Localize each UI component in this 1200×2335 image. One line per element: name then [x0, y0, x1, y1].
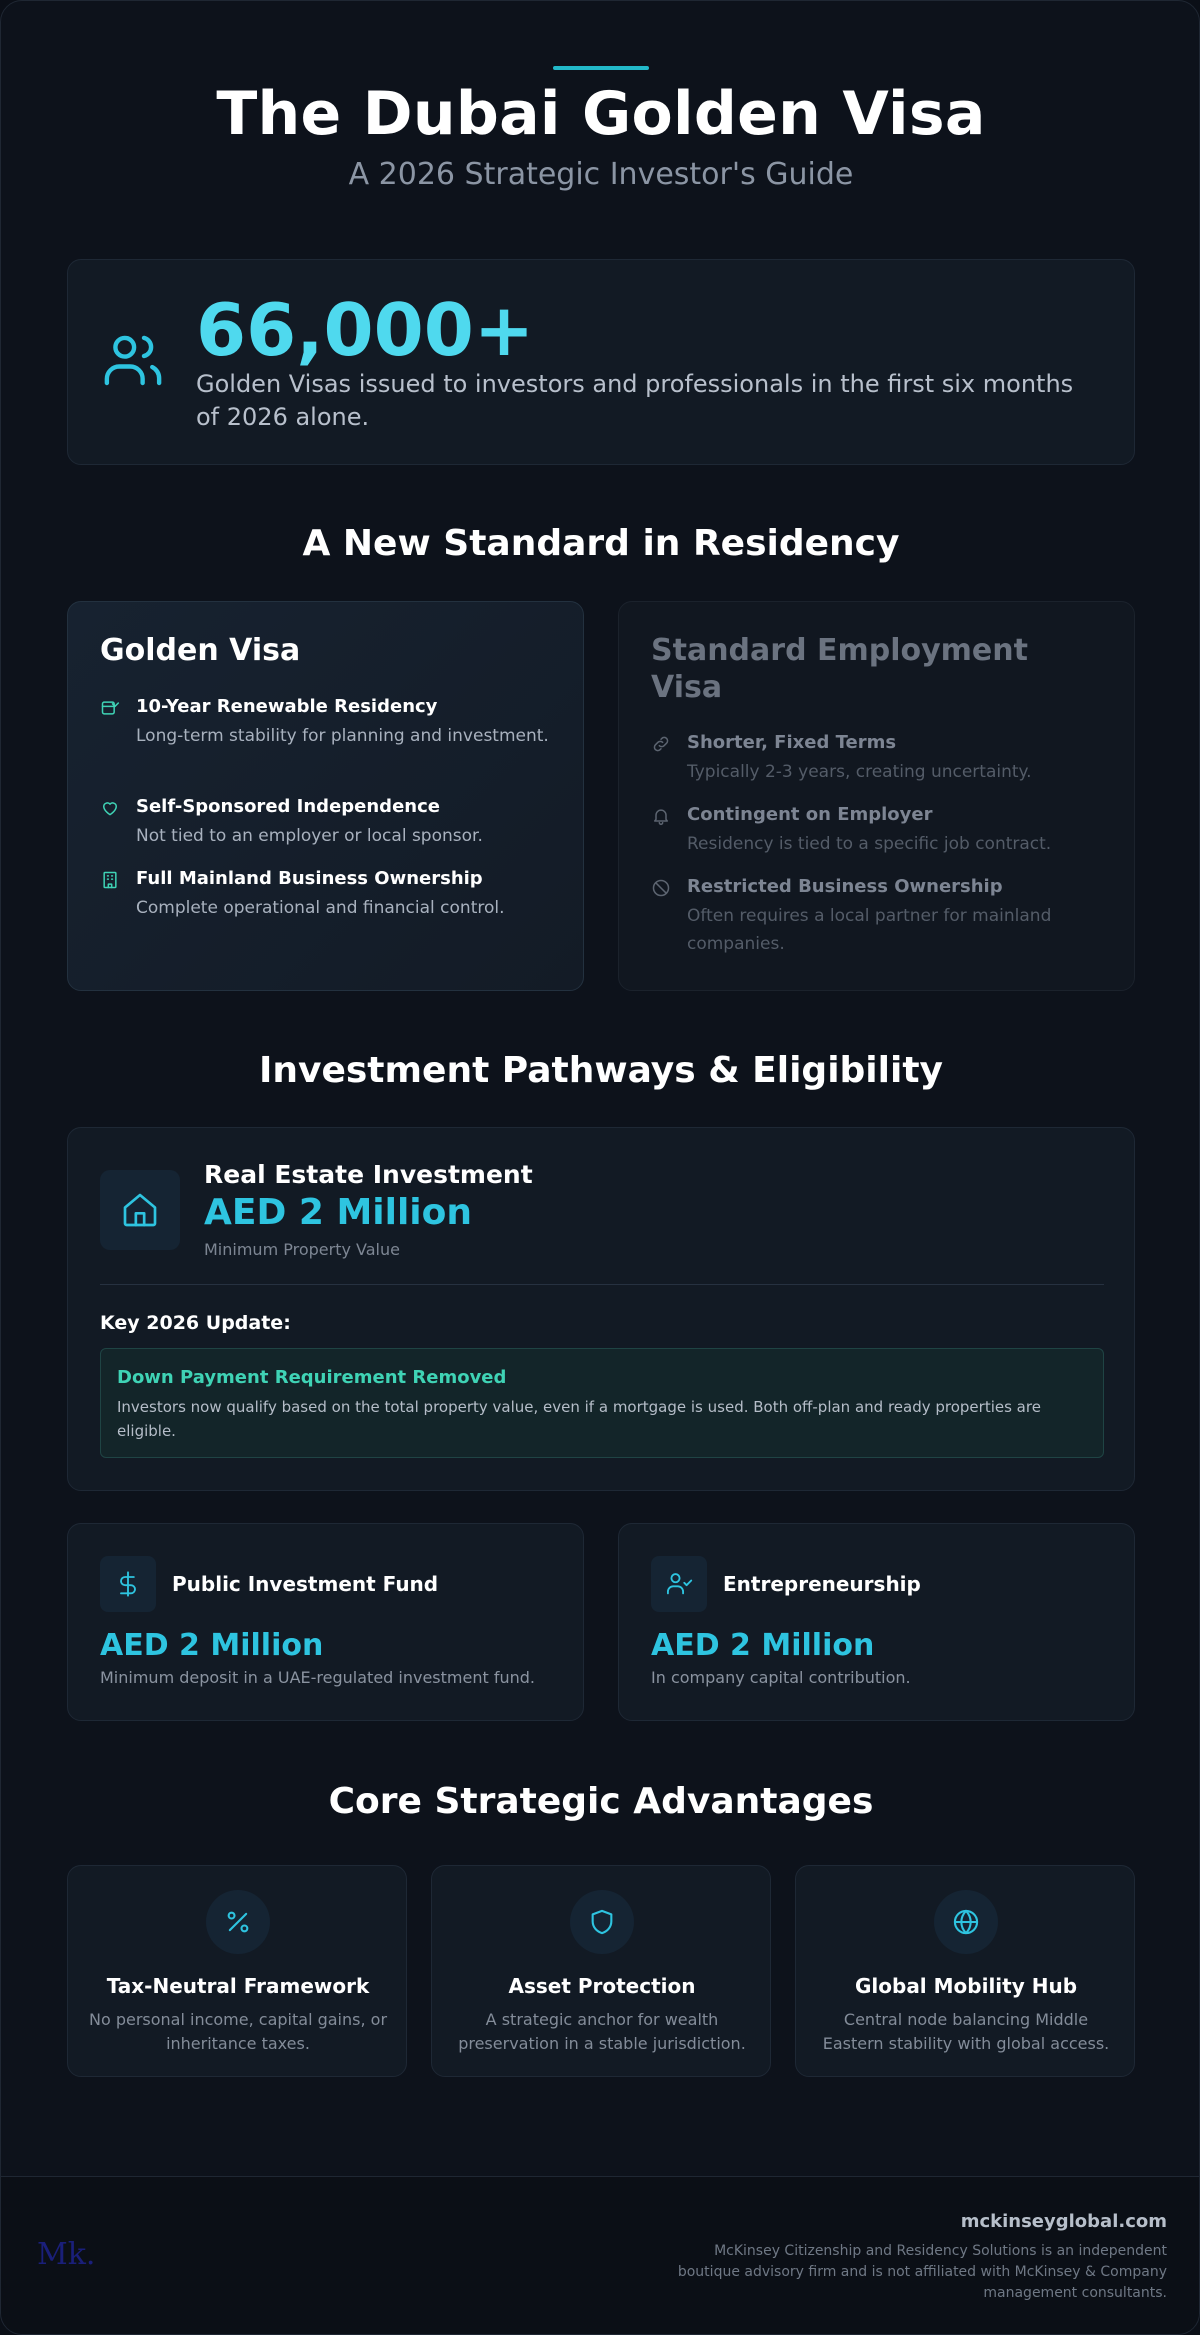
fund-label: Public Investment Fund — [172, 1572, 439, 1596]
feature-description: Residency is tied to a specific job contract. — [687, 834, 1052, 854]
feature-title: Restricted Business Ownership — [687, 876, 1003, 897]
advantage-title: Global Mobility Hub — [854, 1974, 1078, 1998]
real-estate-card — [67, 1127, 1135, 1491]
fund-icon-box — [100, 1556, 156, 1612]
fund-subtext: Minimum deposit in a UAE-regulated investment fund. — [100, 1668, 535, 1687]
entrepreneurship-label: Entrepreneurship — [723, 1572, 921, 1596]
advantage-title: Tax-Neutral Framework — [106, 1974, 370, 1998]
advantage-icon-circle — [570, 1890, 634, 1954]
fund-value: AED 2 Million — [100, 1628, 324, 1663]
globe-icon — [952, 1908, 980, 1936]
ban-icon — [651, 878, 671, 898]
entrepreneurship-icon-box — [651, 1556, 707, 1612]
advantage-card-mobility — [795, 1865, 1135, 2077]
stat-card — [67, 259, 1135, 465]
pathways-section-title: Investment Pathways & Eligibility — [258, 1050, 944, 1091]
feature-title: 10-Year Renewable Residency — [136, 696, 438, 717]
entrepreneurship-value: AED 2 Million — [651, 1628, 875, 1663]
update-description: Investors now qualify based on the total property value, even if a mortgage is used. Both off-plan and ready properties are eligible. — [117, 1398, 1041, 1440]
real-estate-icon-box — [100, 1170, 180, 1250]
standard-visa-title: Standard Employment Visa — [651, 633, 1028, 705]
percent-icon — [224, 1908, 252, 1936]
advantage-card-tax — [67, 1865, 407, 2077]
golden-visa-card — [67, 601, 584, 991]
feature-description: Long-term stability for planning and investment. — [136, 726, 549, 746]
advantage-description: No personal income, capital gains, or inheritance taxes. — [88, 2010, 388, 2053]
advantage-card-asset — [431, 1865, 771, 2077]
feature-title: Contingent on Employer — [687, 804, 933, 825]
heart-icon — [100, 798, 120, 818]
advantage-icon-circle — [934, 1890, 998, 1954]
bell-icon — [651, 806, 671, 826]
advantage-description: Central node balancing Middle Eastern stability with global access. — [822, 2010, 1110, 2053]
page-title: The Dubai Golden Visa — [216, 79, 986, 149]
entrepreneurship-subtext: In company capital contribution. — [651, 1668, 911, 1687]
advantages-section-title: Core Strategic Advantages — [328, 1781, 874, 1822]
stat-description: Golden Visas issued to investors and professionals in the first six months of 2026 alone. — [196, 370, 1074, 431]
feature-title: Full Mainland Business Ownership — [136, 868, 483, 889]
standard-visa-card — [618, 601, 1135, 991]
advantage-title: Asset Protection — [508, 1974, 696, 1998]
dollar-icon — [114, 1570, 142, 1598]
residency-section-title: A New Standard in Residency — [302, 523, 900, 564]
update-label: Key 2026 Update: — [100, 1312, 291, 1334]
feature-title: Self-Sponsored Independence — [136, 796, 440, 817]
users-icon — [100, 328, 166, 394]
update-callout — [100, 1348, 1104, 1458]
feature-description: Not tied to an employer or local sponsor. — [136, 826, 483, 846]
footer-logo: Mk. — [37, 2237, 96, 2272]
calendar-check-icon — [100, 698, 120, 718]
golden-visa-title: Golden Visa — [100, 633, 301, 668]
feature-title: Shorter, Fixed Terms — [687, 732, 897, 753]
footer-domain[interactable]: mckinseyglobal.com — [960, 2211, 1167, 2232]
investment-fund-card — [67, 1523, 584, 1721]
advantage-icon-circle — [206, 1890, 270, 1954]
link-icon — [651, 734, 671, 754]
update-title: Down Payment Requirement Removed — [117, 1367, 507, 1388]
feature-description: Complete operational and financial control. — [136, 898, 505, 918]
advantage-description: A strategic anchor for wealth preservation in a stable jurisdiction. — [458, 2010, 746, 2053]
divider — [100, 1284, 1104, 1285]
user-check-icon — [665, 1570, 693, 1598]
real-estate-value: AED 2 Million — [204, 1192, 472, 1233]
entrepreneurship-card — [618, 1523, 1135, 1721]
title-accent-bar — [553, 66, 649, 70]
page-subtitle: A 2026 Strategic Investor's Guide — [348, 157, 854, 192]
real-estate-subtext: Minimum Property Value — [204, 1240, 400, 1259]
building-icon — [100, 870, 120, 890]
footer-disclaimer: McKinsey Citizenship and Residency Solutions is an independent boutique advisory firm and is not affiliated with McKinsey & Company management consultants. — [677, 2243, 1167, 2301]
feature-description: Often requires a local partner for mainland companies. — [687, 906, 1052, 954]
stat-number: 66,000+ — [196, 288, 535, 372]
shield-icon — [588, 1908, 616, 1936]
footer — [1, 2176, 1200, 2335]
real-estate-label: Real Estate Investment — [204, 1160, 533, 1189]
feature-description: Typically 2-3 years, creating uncertainty. — [687, 762, 1032, 782]
house-icon — [120, 1190, 160, 1230]
